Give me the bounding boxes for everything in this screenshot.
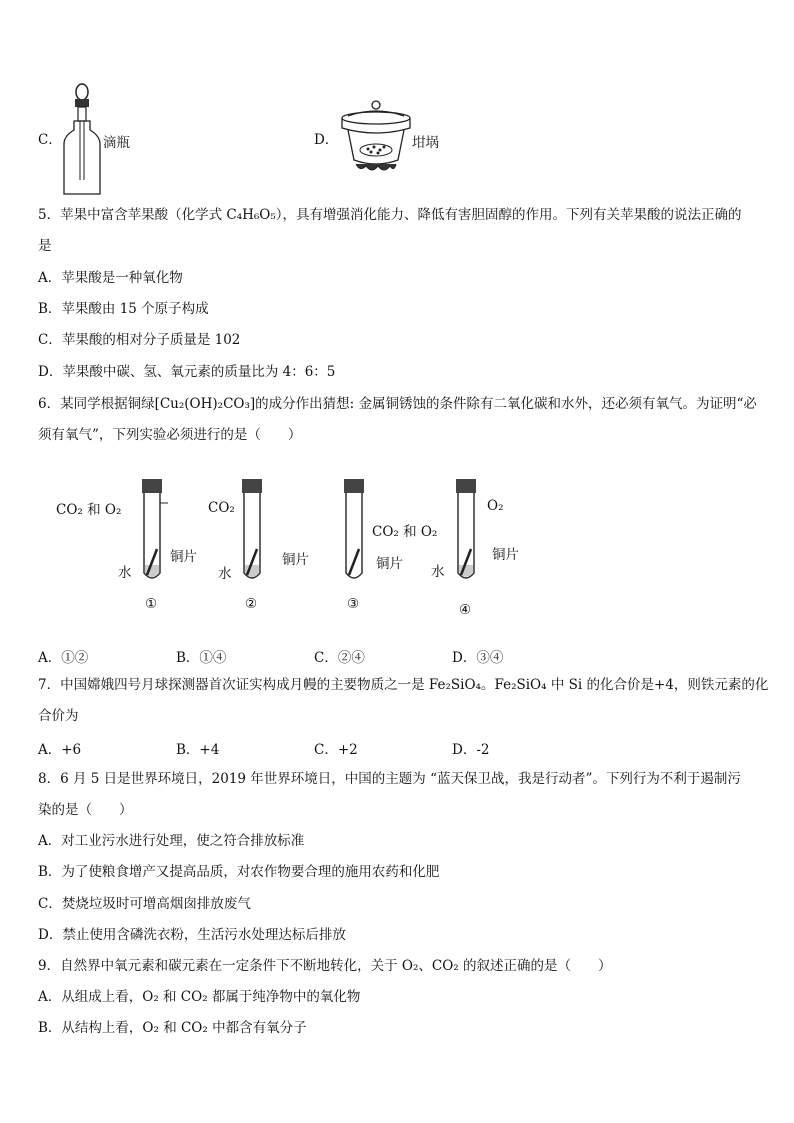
q6-option-d: D．③④ xyxy=(452,650,504,666)
tube-3-gas: CO₂ 和 O₂ xyxy=(372,524,438,540)
test-tube-4 xyxy=(452,477,482,587)
q5-option-b: B．苹果酸由 15 个原子构成 xyxy=(38,301,209,317)
q9-stem: 9．自然界中氧元素和碳元素在一定条件下不断地转化，关于 O₂、CO₂ 的叙述正确的是（ ） xyxy=(38,958,612,974)
tube-4-metal: 铜片 xyxy=(492,547,519,563)
q8-option-c: C．焚烧垃圾时可增高烟囱排放废气 xyxy=(38,896,251,912)
q6-option-b: B．①④ xyxy=(176,650,227,666)
tube-2-number: ② xyxy=(245,596,258,612)
q9-option-a: A．从组成上看，O₂ 和 CO₂ 都属于纯净物中的氧化物 xyxy=(38,989,361,1005)
crucible-label: 坩埚 xyxy=(412,135,439,151)
tube-4-number: ④ xyxy=(459,602,472,618)
tube-4-water: 水 xyxy=(431,564,445,580)
q8-option-b: B．为了使粮食增产又提高品质，对农作物要合理的施用农药和化肥 xyxy=(38,864,440,880)
tube-1-gas: CO₂ 和 O₂ xyxy=(56,502,122,518)
tube-1-water: 水 xyxy=(118,565,132,581)
q8-stem-cont: 染的是（ ） xyxy=(38,802,133,818)
option-c-label: C． xyxy=(38,132,62,148)
q7-option-b: B．+4 xyxy=(176,742,220,758)
test-tube-3 xyxy=(340,477,370,587)
q8-option-a: A．对工业污水进行处理，使之符合排放标准 xyxy=(38,833,305,849)
tube-4-gas: O₂ xyxy=(487,498,504,514)
tube-2-water: 水 xyxy=(218,566,232,582)
q7-option-a: A．+6 xyxy=(38,742,82,758)
q9-option-b: B．从结构上看，O₂ 和 CO₂ 中都含有氧分子 xyxy=(38,1020,307,1036)
q6-option-c: C．②④ xyxy=(314,650,365,666)
q8-option-d: D．禁止使用含磷洗衣粉，生活污水处理达标后排放 xyxy=(38,927,346,943)
test-tube-1 xyxy=(138,477,168,587)
dropper-bottle-label: 滴瓶 xyxy=(103,135,130,151)
tube-1-metal: 铜片 xyxy=(170,549,197,565)
option-d-label: D． xyxy=(314,132,339,148)
tube-2-metal: 铜片 xyxy=(282,552,309,568)
q5-option-d: D．苹果酸中碳、氢、氧元素的质量比为 4：6：5 xyxy=(38,364,336,380)
crucible-figure xyxy=(336,98,416,178)
q7-stem: 7．中国嫦娥四号月球探测器首次证实构成月幔的主要物质之一是 Fe₂SiO₄。Fe₂SiO₄ 中 Si 的化合价是+4，则铁元素的化 xyxy=(38,677,769,693)
dropper-bottle-figure xyxy=(60,80,105,198)
test-tube-2 xyxy=(238,477,268,587)
q7-stem-cont: 合价为 xyxy=(38,708,79,724)
tube-3-number: ③ xyxy=(347,596,360,612)
tube-1-number: ① xyxy=(145,596,158,612)
q5-stem-cont: 是 xyxy=(38,238,52,254)
tube-3-metal: 铜片 xyxy=(376,556,403,572)
q5-option-a: A．苹果酸是一种氧化物 xyxy=(38,270,183,286)
q7-option-d: D．-2 xyxy=(452,742,490,758)
q7-option-c: C．+2 xyxy=(314,742,358,758)
q8-stem: 8．6 月 5 日是世界环境日，2019 年世界环境日，中国的主题为 “蓝天保卫战，我是行动者”。下列行为不利于遏制污 xyxy=(38,771,741,787)
q6-stem: 6．某同学根据铜绿[Cu₂(OH)₂CO₃]的成分作出猜想: 金属铜锈蚀的条件除有二氧化碳和水外，还必须有氧气。为证明“必 xyxy=(38,396,757,412)
q5-option-c: C．苹果酸的相对分子质量是 102 xyxy=(38,332,241,348)
q6-stem-cont: 须有氧气”，下列实验必须进行的是（ ） xyxy=(38,427,302,443)
tube-2-gas: CO₂ xyxy=(208,500,235,516)
q5-stem: 5．苹果中富含苹果酸（化学式 C₄H₆O₅），具有增强消化能力、降低有害胆固醇的作用。下列有关苹果酸的说法正确的 xyxy=(38,207,742,223)
q6-option-a: A．①② xyxy=(38,650,89,666)
